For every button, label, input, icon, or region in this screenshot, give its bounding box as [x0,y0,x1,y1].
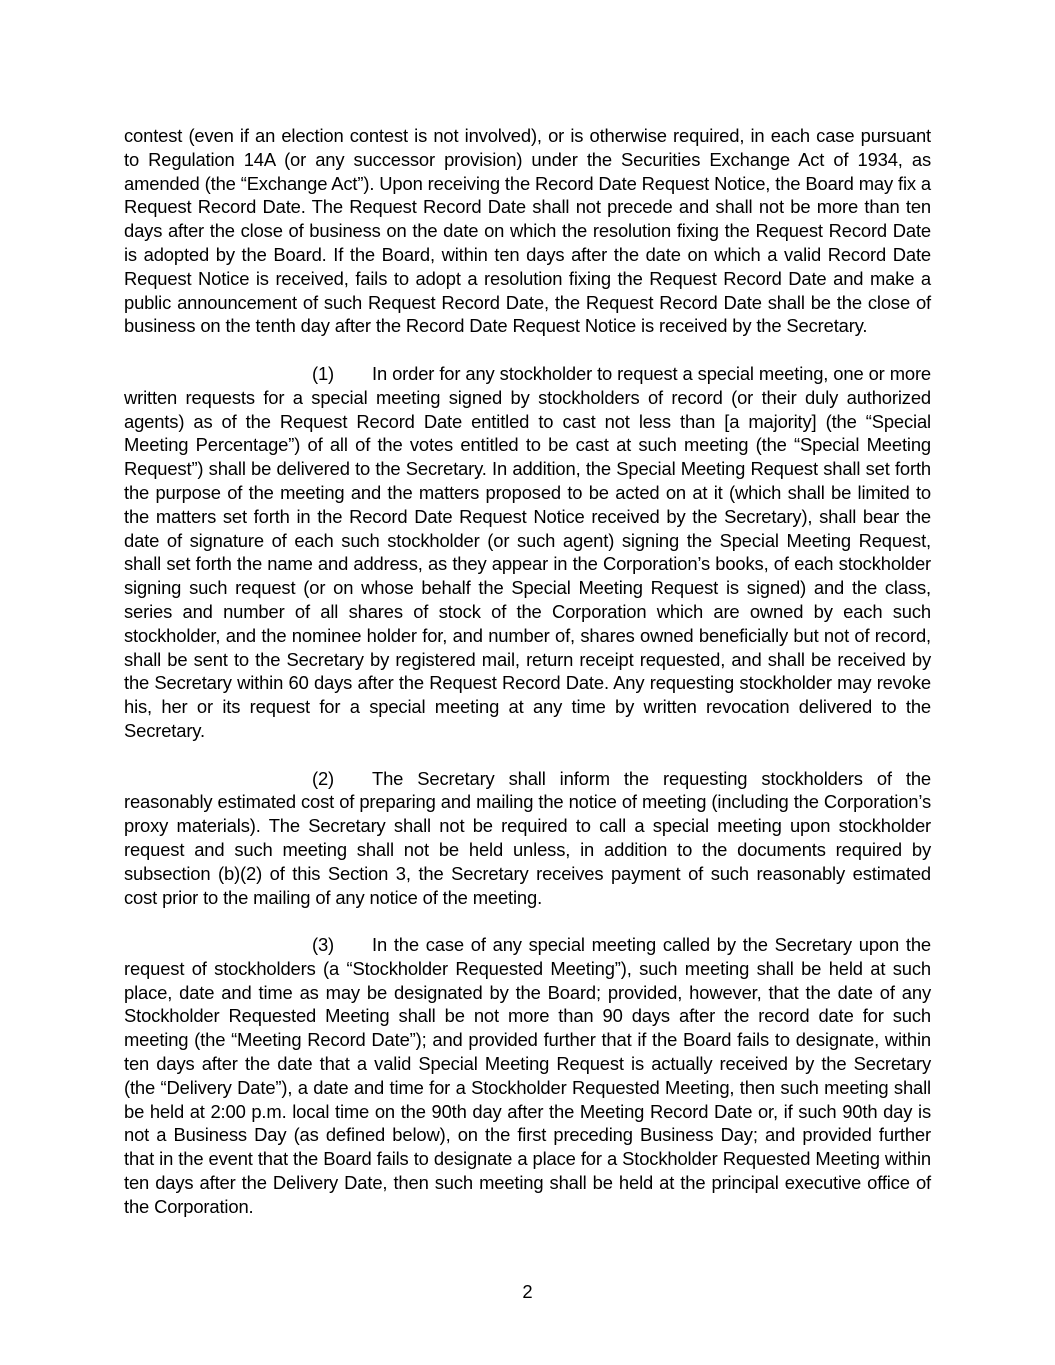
paragraph-number: (2) [312,767,335,789]
paragraph-1 [124,362,931,743]
paragraph-text: The Secretary shall inform the requesting stockholders of the reasonably estimated cost of preparing and mailing the notice of meeting (including the Corporation’s proxy materials). The Secretary shall not be required to call a special meeting upon stockholder request and such meeting shall not be held unless, in addition to the documents required by subsection (b)(2) of this Section 3, the Secretary receives payment of such reasonably estimated cost prior to the mailing of any notice of the meeting. [124,767,931,908]
paragraph-3 [124,933,931,1219]
paragraph-2 [124,767,931,910]
paragraph-text: In order for any stockholder to request a special meeting, one or more written requests for a special meeting signed by stockholders of record (or their duly authorized agents) as of the Request Record Date entitled to cast not less than [a majority] (the “Special Meeting Percentage”) of all of the votes entitled to be cast at such meeting (the “Special Meeting Request”) shall be delivered to the Secretary. In addition, the Special Meeting Request shall set forth the purpose of the meeting and the matters proposed to be acted on at it (which shall be limited to the matters set forth in the Record Date Request Notice received by the Secretary), shall bear the date of signature of each such stockholder (or such agent) signing the Special Meeting Request, shall set forth the name and address, as they appear in the Corporation’s books, of each stockholder signing such request (or on whose behalf the Special Meeting Request is signed) and the class, series and number of all shares of stock of the Corporation which are owned by each such stockholder, and the nominee holder for, and number of, shares owned beneficially but not of record, shall be sent to the Secretary by registered mail, return receipt requested, and shall be received by the Secretary within 60 days after the Request Record Date. Any requesting stockholder may revoke his, her or its request for a special meeting at any time by written revocation delivered to the Secretary. [124,362,931,741]
paragraph-number: (3) [312,934,335,956]
page-number: 2 [522,1281,533,1302]
paragraph-continuation [124,124,931,338]
paragraph-number: (1) [312,362,335,384]
paragraph-text: In the case of any special meeting called by the Secretary upon the request of stockholders (a “Stockholder Requested Meeting”), such meeting shall be held at such place, date and time as may be designated by the Board; provided, however, that the date of any Stockholder Requested Meeting shall be not more than 90 days after the record date for such meeting (the “Meeting Record Date”); and provided further that if the Board fails to designate, within ten days after the date that a valid Special Meeting Request is actually received by the Secretary (the “Delivery Date”), a date and time for a Stockholder Requested Meeting, then such meeting shall be held at 2:00 p.m. local time on the 90th day after the Meeting Record Date or, if such 90th day is not a Business Day (as defined below), on the first preceding Business Day; and provided further that in the event that the Board fails to designate a place for a Stockholder Requested Meeting within ten days after the Delivery Date, then such meeting shall be held at the principal executive office of the Corporation. [124,934,931,1217]
document-body [124,124,931,1219]
paragraph-text: contest (even if an election contest is not involved), or is otherwise required, in each case pursuant to Regulation 14A (or any successor provision) under the Securities Exchange Act of 1934, as amended (the “Exchange Act”). Upon receiving the Record Date Request Notice, the Board may fix a Request Record Date. The Request Record Date shall not precede and shall not be more than ten days after the close of business on the date on which the resolution fixing the Request Record Date is adopted by the Board. If the Board, within ten days after the date on which a valid Record Date Request Notice is received, fails to adopt a resolution fixing the Request Record Date and make a public announcement of such Request Record Date, the Request Record Date shall be the close of business on the tenth day after the Record Date Request Notice is received by the Secretary. [124,125,931,337]
